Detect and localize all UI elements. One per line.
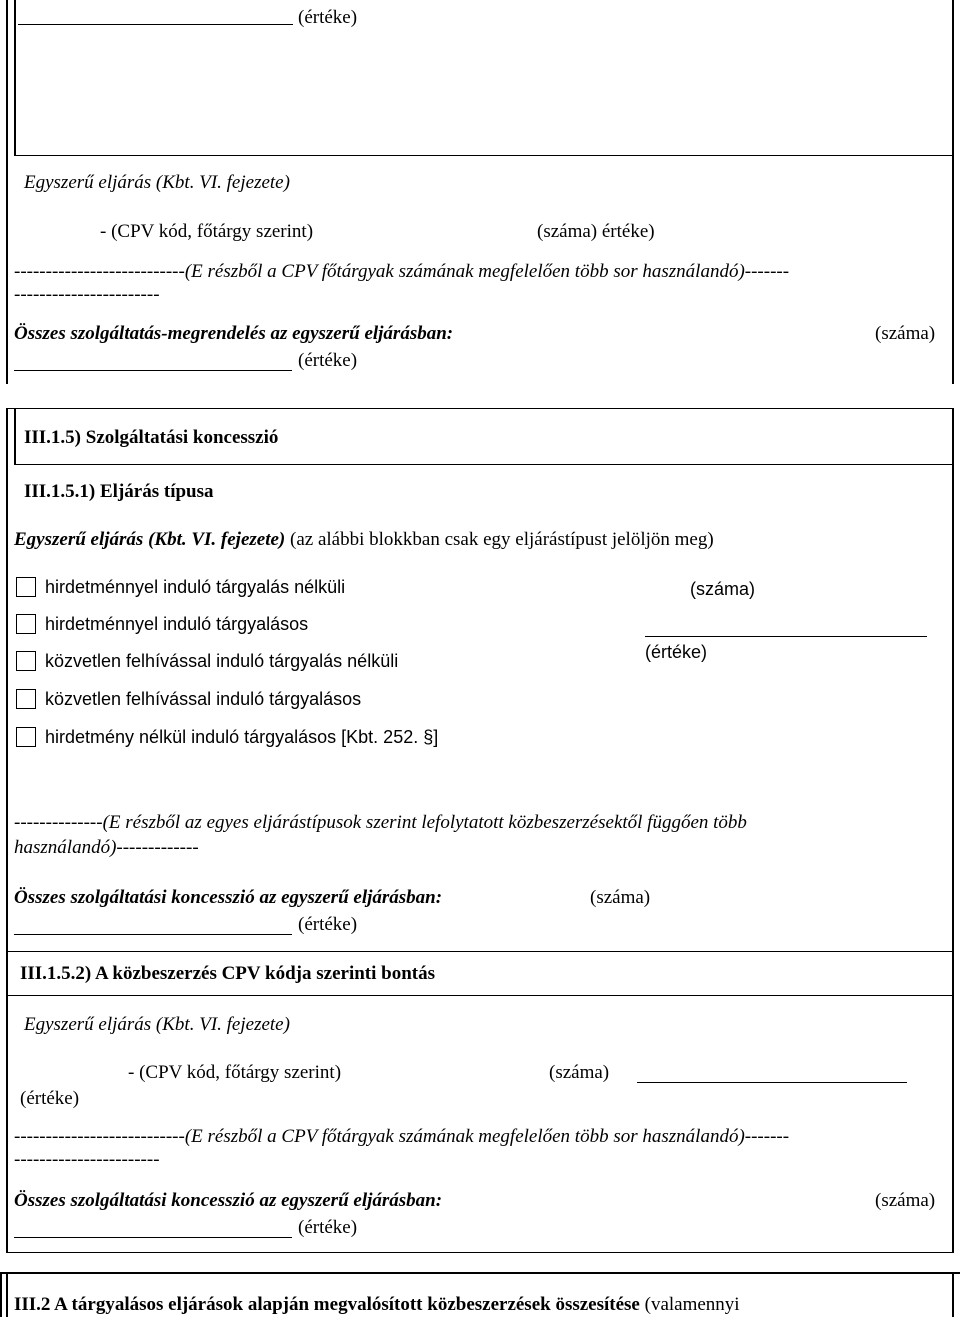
cpv-note-dashes: ---------------------------: [14, 1126, 185, 1147]
block-1-inner-left-border: [14, 0, 16, 155]
cpv-procedure-heading: Egyszerű eljárás (Kbt. VI. fejezete): [24, 1014, 290, 1035]
cpv-section-title: III.1.5.2) A közbeszerzés CPV kódja szerinti bontás: [20, 963, 436, 984]
block-1-left-border: [6, 0, 8, 384]
procedure-note-line-2-text: használandó): [14, 837, 117, 858]
note-dashes: ---------------------------: [14, 261, 185, 282]
block-1-right-border: [952, 0, 954, 384]
section-title-left-border: [14, 408, 16, 465]
block-3-inner-left-border: [6, 1272, 8, 1317]
cpv-heading-divider: [6, 995, 954, 996]
summary-title-bold: III.2 A tárgyalásos eljárások alapján megvalósított közbeszerzések összesítése: [14, 1294, 640, 1315]
cpv-section-divider: [6, 951, 954, 952]
concession-total-szama: (száma): [590, 887, 651, 908]
block-2-bottom-border: [6, 1252, 954, 1253]
section-title-divider: [14, 464, 952, 465]
procedure-note-text: (E részből az egyes eljárástípusok szerint lefolytatott közbeszerzésektől függően több: [102, 812, 747, 833]
cpv-note-line-1: [14, 1127, 789, 1146]
block-2-right-border: [952, 408, 954, 1253]
cpv-note-tail: -------: [744, 1126, 790, 1147]
total-erteke-blank: [14, 370, 292, 371]
side-erteke: (értéke): [645, 642, 708, 662]
procedure-note-line-1: [14, 813, 747, 832]
szama-erteke: (száma) értéke): [537, 221, 655, 242]
procedure-note-line-2-dashes: -------------: [116, 837, 199, 858]
concession-total-erteke: (értéke): [298, 914, 358, 935]
cpv-line: - (CPV kód, főtárgy szerint): [100, 221, 314, 242]
block-3-left-border: [0, 1272, 2, 1317]
cpv-note-line-2: -----------------------: [14, 1149, 160, 1170]
cpv-total-szama: (száma): [875, 1190, 936, 1211]
option-5-label: hirdetmény nélkül induló tárgyalásos [Kbt. 252. §]: [45, 727, 439, 747]
side-szama: (száma): [690, 579, 756, 599]
cpv-erteke: (értéke): [20, 1088, 80, 1109]
block-2-top-border: [6, 408, 954, 409]
block-3-top-border: [0, 1272, 960, 1274]
option-4-label: közvetlen felhívással induló tárgyalásos: [45, 689, 362, 709]
procedure-type-heading-italic: Egyszerű eljárás (Kbt. VI. fejezete): [14, 529, 286, 550]
procedure-type-heading-note: (az alábbi blokkban csak egy eljárástípust jelöljön meg): [290, 529, 714, 550]
subsection-title: III.1.5.1) Eljárás típusa: [24, 481, 214, 502]
erteke-top-blank: [18, 24, 293, 25]
checkbox-option-1[interactable]: [16, 577, 36, 597]
cpv-total-blank: [14, 1237, 292, 1238]
option-3-label: közvetlen felhívással induló tárgyalás nélküli: [45, 651, 399, 671]
checkbox-option-3[interactable]: [16, 651, 36, 671]
option-1-label: hirdetménnyel induló tárgyalás nélküli: [45, 577, 346, 597]
checkbox-option-2[interactable]: [16, 614, 36, 634]
cpv-total-label: Összes szolgáltatási koncesszió az egyszerű eljárásban:: [14, 1190, 443, 1211]
total-label: Összes szolgáltatás-megrendelés az egyszerű eljárásban:: [14, 323, 454, 344]
checkbox-option-5[interactable]: [16, 727, 36, 747]
procedure-heading: Egyszerű eljárás (Kbt. VI. fejezete): [24, 172, 290, 193]
summary-title: [14, 1295, 740, 1314]
note-tail: -------: [744, 261, 790, 282]
section-title: III.1.5) Szolgáltatási koncesszió: [24, 427, 279, 448]
procedure-note-dashes: --------------: [14, 812, 103, 833]
cpv-code-line: - (CPV kód, főtárgy szerint): [128, 1062, 342, 1083]
procedure-note-line-2: [14, 838, 199, 857]
summary-title-rest: (valamennyi: [644, 1294, 740, 1315]
cpv-note-text: (E részből a CPV főtárgyak számának megfelelően több sor használandó): [184, 1126, 745, 1147]
block-2-left-border: [6, 408, 8, 1253]
erteke-top: (értéke): [298, 7, 358, 28]
cpv-szama-blank: [637, 1082, 907, 1083]
note-text: (E részből a CPV főtárgyak számának megfelelően több sor használandó): [184, 261, 745, 282]
option-2-label: hirdetménnyel induló tárgyalásos: [45, 614, 309, 634]
total-erteke: (értéke): [298, 350, 358, 371]
total-szama: (száma): [875, 323, 936, 344]
note-line-1: [14, 262, 789, 281]
concession-total-label: Összes szolgáltatási koncesszió az egyszerű eljárásban:: [14, 887, 443, 908]
concession-total-blank: [14, 934, 292, 935]
note-line-2: -----------------------: [14, 284, 160, 305]
checkbox-option-4[interactable]: [16, 689, 36, 709]
cpv-total-erteke: (értéke): [298, 1217, 358, 1238]
block-1-divider: [14, 155, 952, 156]
procedure-type-heading: [14, 530, 714, 549]
side-blank: [645, 636, 927, 637]
cpv-szama: (száma): [549, 1062, 610, 1083]
block-3-right-border: [952, 1272, 954, 1317]
